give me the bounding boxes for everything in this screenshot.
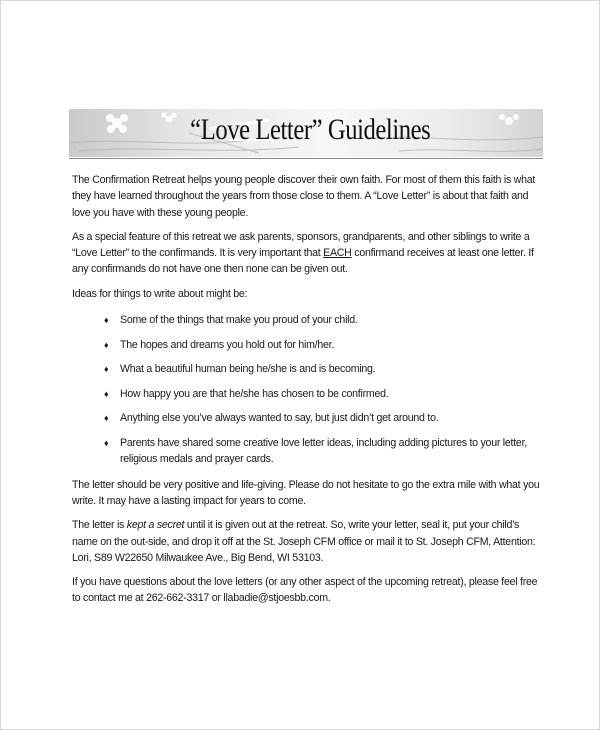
diamond-bullet-icon: ♦ [104,315,109,326]
list-item [72,312,544,328]
diamond-bullet-icon: ♦ [104,339,109,350]
list-item-text: The hopes and dreams you hold out for him/her. [120,338,335,351]
diamond-bullet-icon: ♦ [104,413,109,424]
list-item [72,361,544,377]
list-item-text: Anything else you’ve always wanted to say, but just didn’t get around to. [120,412,439,425]
special-text-after: confirmand receives at least one letter. If any confirmands do not have one then none can be given out. [72,247,534,276]
list-item [72,337,544,353]
contact-paragraph: If you have questions about the love letters (or any other aspect of the upcoming retreat), please feel free to contact me at 262-662-3317 or llabadie@stjoesbb.com. [72,576,538,605]
diamond-bullet-icon: ♦ [104,438,109,449]
list-item [72,386,544,402]
ideas-list [72,312,544,468]
list-item-text: Parents have shared some creative love letter ideas, including adding pictures to your letter, religious medals and prayer cards. [120,437,527,466]
secret-text-before: The letter is [72,519,127,532]
list-item [72,410,544,426]
ideas-intro: Ideas for things to write about might be: [72,287,248,300]
list-item-text: How happy you are that he/she has chosen to be confirmed. [120,387,389,400]
list-item [72,435,544,468]
list-item-text: What a beautiful human being he/she is and is becoming. [120,363,376,376]
list-item-text: Some of the things that make you proud of your child. [120,314,358,327]
diamond-bullet-icon: ♦ [104,364,109,375]
secret-text-after: until it is given out at the retreat. So, write your letter, seal it, put your child’s name on the out-side, and drop it off at the St. Joseph CFM office or mail it to St. Joseph CFM, Attention: Lori, S89 W22650 Milwaukee Ave., Big Bend, WI 53103. [72,519,536,564]
special-feature-paragraph [72,229,544,278]
kept-secret-emphasis: kept a secret [126,519,185,532]
each-emphasis: EACH [323,247,352,260]
diamond-bullet-icon: ♦ [104,388,109,399]
special-text-before: As a special feature of this retreat we ask parents, sponsors, grandparents, and other siblings to write a “Love Letter” to the confirmands. It is very important that [72,230,530,260]
title-divider [69,158,543,159]
page-title: “Love Letter” Guidelines [190,113,431,146]
document-body [72,172,544,615]
positive-paragraph: The letter should be very positive and life-giving. Please do not hesitate to go the extra mile with what you write. It may have a lasting impact for years to come. [72,478,540,507]
intro-paragraph: The Confirmation Retreat helps young people discover their own faith. For most of them this faith is what they have learned throughout the years from those close to them. A “Love Letter” is about that faith and love you have with these young people. [72,174,536,219]
secret-paragraph [72,517,544,566]
